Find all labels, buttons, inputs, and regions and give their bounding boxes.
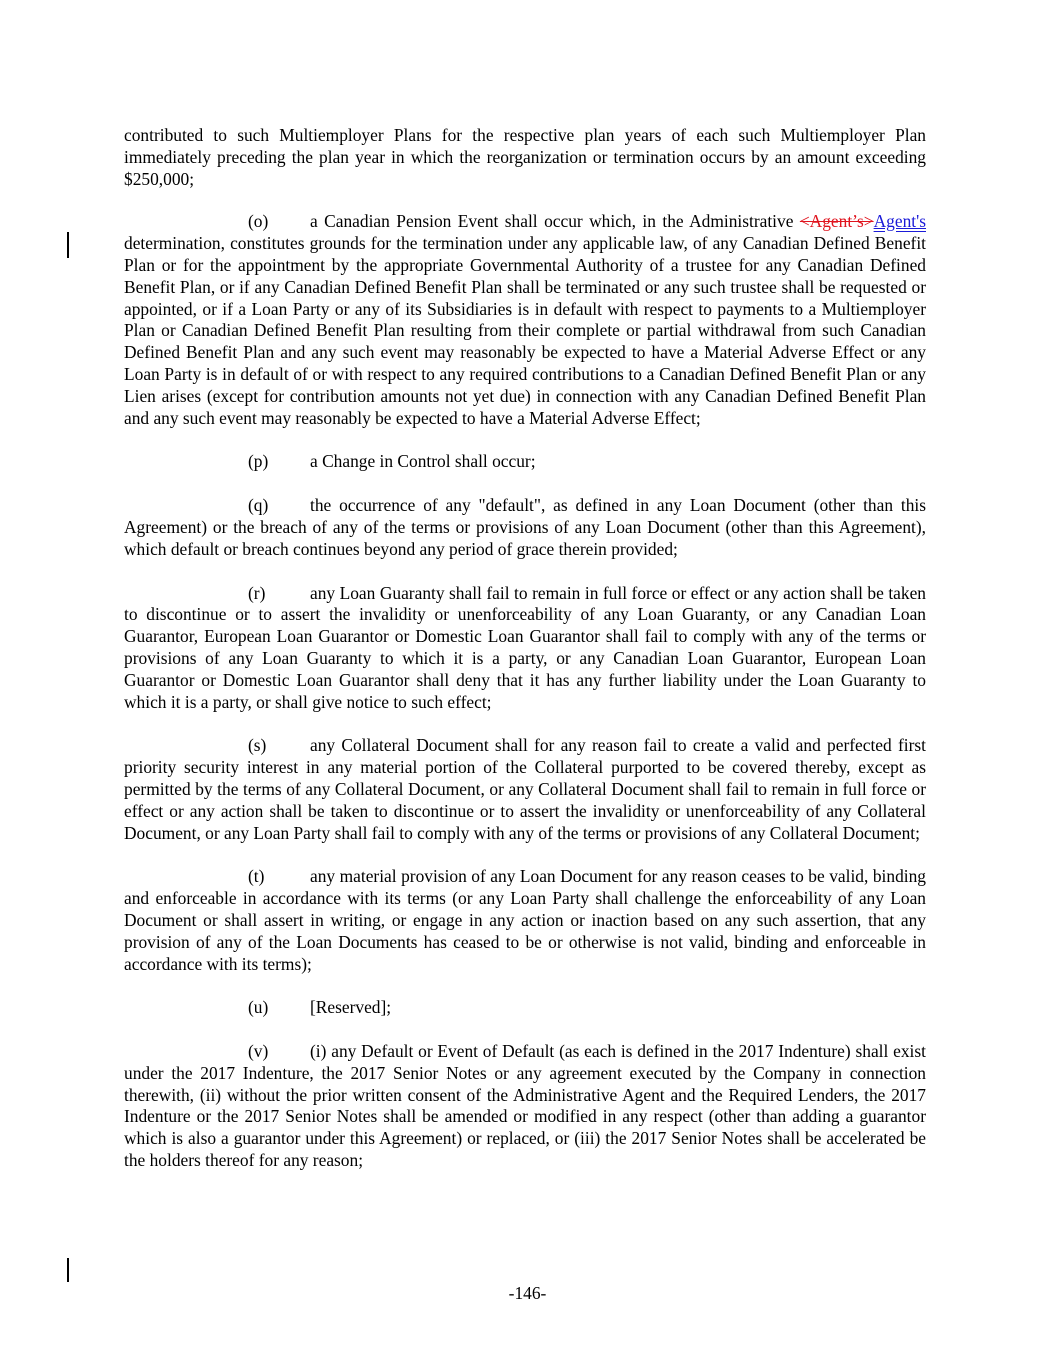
clause-u-label: (u) [248, 997, 269, 1018]
clause-q-text: the occurrence of any "default", as defined in any Loan Document (other than this Agreement) or the breach of any of the terms or provisions of any Loan Document (other than this Agreement), which default or breach continues beyond any period of grace therein provided; [124, 495, 926, 559]
clause-t [124, 866, 926, 975]
clause-q [124, 495, 926, 560]
page-number: -146- [508, 1283, 547, 1303]
clause-q-label: (q) [248, 495, 269, 516]
carryover-paragraph [124, 125, 926, 190]
clause-u [124, 997, 926, 1019]
clause-o-label: (o) [248, 211, 269, 232]
clause-r-label: (r) [248, 582, 266, 603]
clause-o-text-after: determination, constitutes grounds for the termination under any applicable law, of any Canadian Defined Benefit Plan or for the appointment by the appropriate Governmental Authority of a trustee for any Canadian Defined Benefit Plan, or if any Canadian Defined Benefit Plan shall be terminated or any such trustee shall be requested or appointed, or if a Loan Party or any of its Subsidiaries is in default with respect to payments to a Multiemployer Plan or Canadian Defined Benefit Plan resulting from their complete or partial withdrawal from such Canadian Defined Benefit Plan and any such event may reasonably be expected to have a Material Adverse Effect or any Loan Party is in default of or with respect to any required contributions to a Canadian Defined Benefit Plan or any Lien arises (except for contribution amounts not yet due) in connection with any Canadian Defined Benefit Plan and any such event may reasonably be expected to have a Material Adverse Effect; [124, 233, 926, 428]
clause-s-label: (s) [248, 735, 267, 756]
clause-t-text: any material provision of any Loan Document for any reason ceases to be valid, binding and enforceable in accordance with its terms (or any Loan Party shall challenge the enforceability of any Loan Document or shall assert in writing, or engage in any action or inaction based on any such assertion, that any provision of any of the Loan Documents has ceased to be or otherwise is not valid, binding and enforceable in accordance with its terms); [124, 866, 926, 974]
clause-s-text: any Collateral Document shall for any reason fail to create a valid and perfected first priority security interest in any material portion of the Collateral purported to be covered thereby, except as permitted by the terms of any Collateral Document, or any Collateral Document shall fail to remain in full force or effect or any action shall be taken to discontinue or to assert the invalidity or unenforceability of any Collateral Document, or any Loan Party shall fail to comply with any of the terms or provisions of any Collateral Document; [124, 735, 926, 843]
carryover-text: contributed to such Multiemployer Plans for the respective plan years of each such Multiemployer Plan immediately preceding the plan year in which the reorganization or termination occurs by an amount exceeding $250,000; [124, 125, 926, 189]
clause-s [124, 735, 926, 844]
clause-u-text: [Reserved]; [310, 997, 392, 1018]
deleted-text: <Agent’s> [799, 211, 874, 232]
document-page [124, 125, 926, 1194]
clause-v [124, 1041, 926, 1172]
clause-r [124, 583, 926, 714]
clause-o [124, 211, 926, 429]
change-bar-footer [67, 1258, 69, 1282]
clause-r-text: any Loan Guaranty shall fail to remain in full force or effect or any action shall be taken to discontinue or to assert the invalidity or unenforceability of any Loan Guaranty, or any Canadian Loan Guarantor, European Loan Guarantor or Domestic Loan Guarantor shall fail to comply with any of the terms or provisions of any Loan Guaranty to which it is a party, or any Canadian Loan Guarantor, European Loan Guarantor or Domestic Loan Guarantor shall deny that it has any further liability under the Loan Guaranty to which it is a party, or shall give notice to such effect; [124, 582, 926, 712]
clause-p [124, 451, 926, 473]
clause-t-label: (t) [248, 866, 265, 887]
inserted-text: Agent's [873, 211, 926, 232]
clause-v-text: (i) any Default or Event of Default (as each is defined in the 2017 Indenture) shall exist under the 2017 Indenture, the 2017 Senior Notes or any agreement executed by the Company in connection therewith, (ii) without the prior written consent of the Administrative Agent and the Required Lenders, the 2017 Indenture or the 2017 Senior Notes shall be amended or modified in any respect (other than adding a guarantor which is also a guarantor under this Agreement) or replaced, or (iii) the 2017 Senior Notes shall be accelerated be the holders thereof for any reason; [124, 1041, 926, 1171]
clause-p-label: (p) [248, 451, 269, 472]
clause-o-text-before: a Canadian Pension Event shall occur which, in the Administrative [310, 211, 800, 232]
clause-v-label: (v) [248, 1041, 269, 1062]
change-bar-clause-o [67, 232, 69, 258]
clause-p-text: a Change in Control shall occur; [310, 451, 536, 472]
